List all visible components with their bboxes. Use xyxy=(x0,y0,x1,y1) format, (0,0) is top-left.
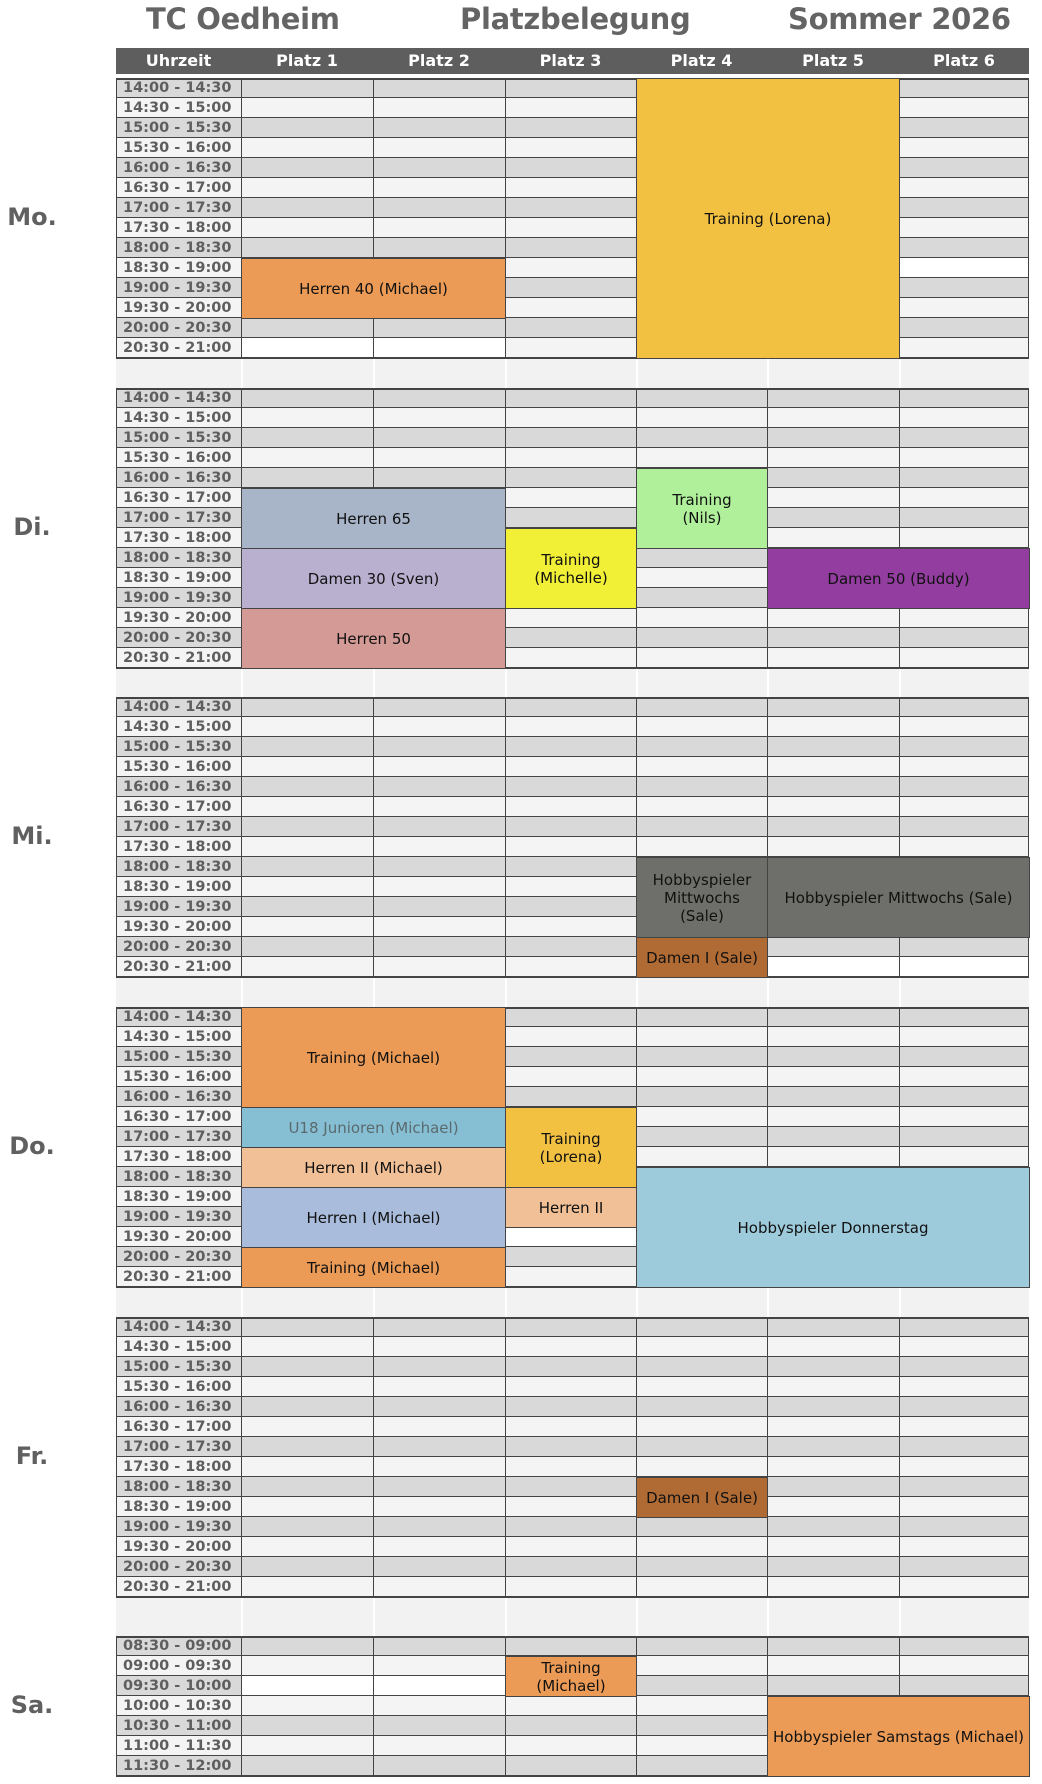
time-slot-label: 20:00 - 20:30 xyxy=(123,320,232,336)
time-slot-label: 15:00 - 15:30 xyxy=(123,120,232,136)
table-row xyxy=(116,1377,1029,1397)
table-row xyxy=(116,1477,1029,1497)
spacer-divider xyxy=(899,359,901,388)
section-spacer xyxy=(116,978,1029,1007)
booking-block[interactable] xyxy=(241,1107,506,1148)
booking-label-line: (Michael) xyxy=(536,1676,606,1695)
booking-label xyxy=(336,510,411,528)
row-divider xyxy=(116,1516,1029,1517)
column-header-time: Uhrzeit xyxy=(145,51,212,70)
table-row xyxy=(116,1317,1029,1337)
booking-label xyxy=(773,1728,1024,1746)
booking-block[interactable] xyxy=(241,548,506,609)
table-row xyxy=(116,388,1029,408)
time-slot-label: 18:30 - 19:00 xyxy=(123,570,232,586)
column-divider xyxy=(116,388,117,668)
column-header-court-6: Platz 6 xyxy=(933,51,995,70)
time-slot-label: 16:30 - 17:00 xyxy=(123,490,232,506)
spacer-divider xyxy=(767,1288,769,1317)
column-header-court-1: Platz 1 xyxy=(276,51,338,70)
time-slot-label: 14:30 - 15:00 xyxy=(123,1029,232,1045)
booking-label-line: Damen I (Sale) xyxy=(646,948,758,967)
time-slot-label: 20:30 - 21:00 xyxy=(123,959,232,975)
column-divider xyxy=(1028,1317,1029,1597)
time-slot-label: 16:00 - 16:30 xyxy=(123,1089,232,1105)
row-divider xyxy=(116,956,1029,957)
spacer-divider xyxy=(373,1288,375,1317)
booking-block[interactable] xyxy=(636,1167,1030,1288)
time-slot-label: 18:30 - 19:00 xyxy=(123,1189,232,1205)
booking-block[interactable] xyxy=(241,258,506,319)
time-slot-label: 20:00 - 20:30 xyxy=(123,939,232,955)
booking-label xyxy=(299,280,448,298)
spacer-divider xyxy=(767,669,769,697)
time-slot-label: 17:00 - 17:30 xyxy=(123,819,232,835)
time-slot-label: 17:00 - 17:30 xyxy=(123,1129,232,1145)
booking-label xyxy=(536,1659,605,1695)
section-spacer xyxy=(116,359,1029,388)
time-slot-label: 20:00 - 20:30 xyxy=(123,1249,232,1265)
row-divider xyxy=(116,1576,1029,1577)
row-divider xyxy=(116,447,1029,448)
free-cell xyxy=(899,957,1029,977)
booking-block[interactable] xyxy=(241,1187,506,1248)
page-title: Platzbelegung xyxy=(460,2,691,36)
column-divider xyxy=(373,697,374,977)
time-slot-label: 20:30 - 21:00 xyxy=(123,340,232,356)
time-slot-label: 16:00 - 16:30 xyxy=(123,160,232,176)
row-divider xyxy=(116,836,1029,837)
row-divider xyxy=(116,1396,1029,1397)
booking-label xyxy=(308,570,440,588)
time-slot-label: 16:00 - 16:30 xyxy=(123,470,232,486)
time-slot-label: 20:30 - 21:00 xyxy=(123,1269,232,1285)
booking-label xyxy=(307,1259,440,1277)
row-divider xyxy=(116,796,1029,797)
table-row xyxy=(116,817,1029,837)
free-cell xyxy=(373,1676,505,1696)
column-divider xyxy=(1028,388,1029,668)
booking-label xyxy=(304,1159,443,1177)
table-row xyxy=(116,1577,1029,1597)
booking-label-line: Hobbyspieler Donnerstag xyxy=(737,1218,929,1237)
table-row xyxy=(116,697,1029,717)
time-slot-label: 14:00 - 14:30 xyxy=(123,699,232,715)
day-label: Fr. xyxy=(15,1442,49,1470)
time-slot-label: 19:30 - 20:00 xyxy=(123,300,232,316)
time-slot-label: 18:30 - 19:00 xyxy=(123,1499,232,1515)
time-slot-label: 15:30 - 16:00 xyxy=(123,450,232,466)
row-divider xyxy=(116,736,1029,737)
section-spacer xyxy=(116,669,1029,697)
spacer-divider xyxy=(636,1288,638,1317)
booking-label xyxy=(646,949,758,967)
booking-label xyxy=(653,871,752,925)
spacer-divider xyxy=(505,978,507,1007)
row-divider xyxy=(116,1336,1029,1337)
booking-label-line: Damen 30 (Sven) xyxy=(307,569,440,588)
table-row xyxy=(116,1357,1029,1377)
booking-label-line: Training xyxy=(541,1658,601,1677)
time-slot-label: 17:30 - 18:00 xyxy=(123,220,232,236)
column-divider xyxy=(241,697,242,977)
table-row xyxy=(116,837,1029,857)
time-slot-label: 14:30 - 15:00 xyxy=(123,100,232,116)
table-row xyxy=(116,1557,1029,1577)
time-slot-label: 14:30 - 15:00 xyxy=(123,719,232,735)
column-header-row xyxy=(116,48,1029,74)
time-slot-label: 19:00 - 19:30 xyxy=(123,1209,232,1225)
booking-label-line: Herren II xyxy=(538,1198,604,1217)
row-divider xyxy=(116,697,1029,699)
booking-label-line: (Sale) xyxy=(680,906,724,925)
booking-label-line: Herren II (Michael) xyxy=(304,1158,443,1177)
booking-label-line: Training (Lorena) xyxy=(704,209,832,228)
time-slot-label: 09:30 - 10:00 xyxy=(123,1678,232,1694)
booking-label xyxy=(785,889,1013,907)
spacer-divider xyxy=(373,978,375,1007)
booking-label xyxy=(288,1119,458,1137)
booking-block[interactable] xyxy=(505,1107,637,1188)
time-slot-label: 17:00 - 17:30 xyxy=(123,200,232,216)
time-slot-label: 15:30 - 16:00 xyxy=(123,759,232,775)
table-row xyxy=(116,408,1029,428)
time-slot-label: 10:30 - 11:00 xyxy=(123,1718,232,1734)
column-divider xyxy=(241,1317,242,1597)
time-slot-label: 15:00 - 15:30 xyxy=(123,430,232,446)
table-row xyxy=(116,1417,1029,1437)
booking-block[interactable] xyxy=(636,857,768,938)
time-slot-label: 11:00 - 11:30 xyxy=(123,1738,232,1754)
booking-label-line: (Michelle) xyxy=(534,568,608,587)
time-slot-label: 16:30 - 17:00 xyxy=(123,1109,232,1125)
row-divider xyxy=(116,1376,1029,1377)
time-slot-label: 17:00 - 17:30 xyxy=(123,1439,232,1455)
column-divider xyxy=(116,78,117,358)
time-slot-label: 15:30 - 16:00 xyxy=(123,140,232,156)
time-slot-label: 20:30 - 21:00 xyxy=(123,650,232,666)
spacer-divider xyxy=(505,1288,507,1317)
booking-label-line: (Nils) xyxy=(682,508,722,527)
booking-label xyxy=(646,1489,758,1507)
time-slot-label: 08:30 - 09:00 xyxy=(123,1638,232,1654)
row-divider xyxy=(116,1436,1029,1437)
free-cell xyxy=(767,957,899,977)
booking-block[interactable] xyxy=(767,1696,1030,1777)
table-row xyxy=(116,448,1029,468)
column-divider xyxy=(116,1317,117,1597)
spacer-divider xyxy=(767,1598,769,1636)
booking-label-line: (Lorena) xyxy=(539,1147,603,1166)
booking-label-line: U18 Junioren (Michael) xyxy=(288,1118,459,1137)
booking-label xyxy=(672,491,731,527)
booking-block[interactable] xyxy=(636,1477,768,1518)
column-divider xyxy=(505,1317,506,1597)
time-slot-label: 18:30 - 19:00 xyxy=(123,260,232,276)
column-divider xyxy=(116,1636,117,1776)
booking-block[interactable] xyxy=(241,1147,506,1188)
row-divider xyxy=(116,467,1029,468)
section-spacer xyxy=(116,1288,1029,1317)
row-divider xyxy=(116,1416,1029,1417)
row-divider xyxy=(116,388,1029,390)
booking-label xyxy=(705,210,832,228)
spacer-divider xyxy=(899,1598,901,1636)
day-label: Di. xyxy=(13,513,51,541)
row-divider xyxy=(116,1356,1029,1357)
booking-block[interactable] xyxy=(636,468,768,549)
free-cell xyxy=(241,1676,373,1696)
time-slot-label: 19:00 - 19:30 xyxy=(123,590,232,606)
time-slot-label: 19:00 - 19:30 xyxy=(123,280,232,296)
booking-label xyxy=(307,1049,440,1067)
time-slot-label: 16:30 - 17:00 xyxy=(123,799,232,815)
spacer-divider xyxy=(767,978,769,1007)
spacer-divider xyxy=(505,669,507,697)
time-slot-label: 14:00 - 14:30 xyxy=(123,80,232,96)
section-spacer xyxy=(116,1598,1029,1636)
time-slot-label: 17:30 - 18:00 xyxy=(123,1149,232,1165)
row-divider xyxy=(116,427,1029,428)
spacer-divider xyxy=(505,359,507,388)
spacer-divider xyxy=(899,669,901,697)
free-cell xyxy=(373,338,505,358)
spacer-divider xyxy=(373,359,375,388)
spacer-divider xyxy=(241,359,243,388)
booking-block[interactable] xyxy=(241,608,506,669)
time-slot-label: 18:00 - 18:30 xyxy=(123,240,232,256)
column-divider xyxy=(636,1317,637,1597)
time-slot-label: 14:30 - 15:00 xyxy=(123,410,232,426)
row-divider xyxy=(116,816,1029,817)
booking-block[interactable] xyxy=(505,528,637,609)
time-slot-label: 19:30 - 20:00 xyxy=(123,610,232,626)
booking-label-line: Training xyxy=(541,1129,601,1148)
booking-block[interactable] xyxy=(241,488,506,549)
time-slot-label: 15:30 - 16:00 xyxy=(123,1379,232,1395)
time-slot-label: 16:30 - 17:00 xyxy=(123,1419,232,1435)
column-divider xyxy=(767,1317,768,1597)
booking-label-line: Herren 65 xyxy=(336,509,411,528)
spacer-divider xyxy=(899,1288,901,1317)
booking-label xyxy=(540,1130,603,1166)
time-slot-label: 16:00 - 16:30 xyxy=(123,1399,232,1415)
booking-label-line: Herren 40 (Michael) xyxy=(299,279,448,298)
booking-label-line: Hobbyspieler Samstags (Michael) xyxy=(773,1727,1024,1746)
spacer-divider xyxy=(636,359,638,388)
day-label: Mo. xyxy=(7,203,57,231)
spacer-divider xyxy=(241,1598,243,1636)
booking-block[interactable] xyxy=(505,1187,637,1228)
booking-label xyxy=(738,1219,929,1237)
time-slot-label: 18:00 - 18:30 xyxy=(123,859,232,875)
free-cell xyxy=(241,338,373,358)
time-slot-label: 14:30 - 15:00 xyxy=(123,1339,232,1355)
spacer-divider xyxy=(767,359,769,388)
time-slot-label: 15:00 - 15:30 xyxy=(123,739,232,755)
booking-label xyxy=(534,551,607,587)
spacer-divider xyxy=(636,1598,638,1636)
time-slot-label: 18:00 - 18:30 xyxy=(123,1479,232,1495)
booking-block[interactable] xyxy=(636,78,900,359)
time-slot-label: 17:00 - 17:30 xyxy=(123,510,232,526)
row-divider xyxy=(116,716,1029,717)
table-row xyxy=(116,717,1029,737)
time-slot-label: 15:00 - 15:30 xyxy=(123,1049,232,1065)
table-row xyxy=(116,1537,1029,1557)
row-divider xyxy=(116,1496,1029,1497)
time-slot-label: 19:00 - 19:30 xyxy=(123,899,232,915)
time-slot-label: 19:30 - 20:00 xyxy=(123,919,232,935)
booking-block[interactable] xyxy=(636,937,768,978)
day-label: Mi. xyxy=(11,822,53,850)
row-divider xyxy=(116,1456,1029,1457)
column-divider xyxy=(899,1317,900,1597)
time-slot-label: 19:30 - 20:00 xyxy=(123,1229,232,1245)
spacer-divider xyxy=(241,1288,243,1317)
booking-label xyxy=(539,1199,604,1217)
time-slot-label: 18:00 - 18:30 xyxy=(123,1169,232,1185)
time-slot-label: 18:30 - 19:00 xyxy=(123,879,232,895)
spacer-divider xyxy=(373,669,375,697)
spacer-divider xyxy=(241,978,243,1007)
column-header-court-3: Platz 3 xyxy=(539,51,602,70)
booking-label-line: Damen 50 (Buddy) xyxy=(827,569,970,588)
table-row xyxy=(116,468,1029,488)
table-row xyxy=(116,797,1029,817)
column-divider xyxy=(241,1636,242,1776)
booking-label-line: Herren I (Michael) xyxy=(306,1208,441,1227)
column-divider xyxy=(899,388,900,668)
booking-label-line: Damen I (Sale) xyxy=(646,1488,758,1507)
row-divider xyxy=(116,1317,1029,1319)
club-name: TC Oedheim xyxy=(146,2,340,36)
table-row xyxy=(116,777,1029,797)
time-slot-label: 15:00 - 15:30 xyxy=(123,1359,232,1375)
time-slot-label: 14:00 - 14:30 xyxy=(123,1009,232,1025)
table-row xyxy=(116,1497,1029,1517)
time-slot-label: 17:30 - 18:00 xyxy=(123,1459,232,1475)
booking-label xyxy=(306,1209,440,1227)
column-divider xyxy=(373,1636,374,1776)
free-cell xyxy=(899,258,1029,278)
time-slot-label: 20:00 - 20:30 xyxy=(123,630,232,646)
time-slot-label: 19:00 - 19:30 xyxy=(123,1519,232,1535)
spacer-divider xyxy=(899,978,901,1007)
booking-label-line: Training (Michael) xyxy=(306,1048,441,1067)
time-slot-label: 14:00 - 14:30 xyxy=(123,390,232,406)
day-label: Sa. xyxy=(10,1691,54,1719)
booking-block[interactable] xyxy=(767,548,1030,609)
booking-block[interactable] xyxy=(241,1007,506,1108)
booking-label-line: Mittwochs xyxy=(664,888,740,907)
row-divider xyxy=(116,756,1029,757)
booking-block[interactable] xyxy=(505,1656,637,1697)
time-slot-label: 17:30 - 18:00 xyxy=(123,530,232,546)
time-slot-label: 17:30 - 18:00 xyxy=(123,839,232,855)
time-slot-label: 20:30 - 21:00 xyxy=(123,1579,232,1595)
time-slot-label: 16:00 - 16:30 xyxy=(123,779,232,795)
booking-label-line: Herren 50 xyxy=(336,629,411,648)
table-row xyxy=(116,757,1029,777)
row-divider xyxy=(116,1476,1029,1477)
time-slot-label: 11:30 - 12:00 xyxy=(123,1758,232,1774)
row-divider xyxy=(116,1536,1029,1537)
column-header-court-2: Platz 2 xyxy=(408,51,470,70)
time-slot-label: 19:30 - 20:00 xyxy=(123,1539,232,1555)
column-divider xyxy=(1028,78,1029,358)
table-row xyxy=(116,937,1029,957)
booking-block[interactable] xyxy=(767,857,1030,938)
time-slot-label: 09:00 - 09:30 xyxy=(123,1658,232,1674)
row-divider xyxy=(116,407,1029,408)
column-divider xyxy=(116,697,117,977)
spacer-divider xyxy=(241,669,243,697)
time-slot-label: 15:30 - 16:00 xyxy=(123,1069,232,1085)
table-row xyxy=(116,1457,1029,1477)
column-divider xyxy=(505,697,506,977)
booking-label xyxy=(336,630,411,648)
row-divider xyxy=(116,776,1029,777)
time-slot-label: 14:00 - 14:30 xyxy=(123,1319,232,1335)
row-divider xyxy=(116,1636,1029,1638)
time-slot-label: 20:00 - 20:30 xyxy=(123,1559,232,1575)
column-header-court-4: Platz 4 xyxy=(670,51,733,70)
booking-label-line: Training xyxy=(541,550,601,569)
spacer-divider xyxy=(505,1598,507,1636)
row-divider xyxy=(116,1556,1029,1557)
column-divider xyxy=(116,1007,117,1287)
table-row xyxy=(116,1636,1029,1656)
time-slot-label: 18:00 - 18:30 xyxy=(123,550,232,566)
table-row xyxy=(116,428,1029,448)
booking-block[interactable] xyxy=(241,1247,506,1288)
column-divider xyxy=(373,1317,374,1597)
spacer-divider xyxy=(636,669,638,697)
booking-label-line: Training xyxy=(672,490,732,509)
spacer-divider xyxy=(373,1598,375,1636)
table-row xyxy=(116,737,1029,757)
column-header-court-5: Platz 5 xyxy=(802,51,864,70)
table-row xyxy=(116,1337,1029,1357)
day-label: Do. xyxy=(9,1132,55,1160)
booking-label-line: Hobbyspieler Mittwochs (Sale) xyxy=(784,888,1013,907)
table-row xyxy=(116,1437,1029,1457)
time-slot-label: 16:30 - 17:00 xyxy=(123,180,232,196)
booking-label-line: Hobbyspieler xyxy=(652,870,752,889)
time-slot-label: 10:00 - 10:30 xyxy=(123,1698,232,1714)
spacer-divider xyxy=(636,978,638,1007)
table-row xyxy=(116,1397,1029,1417)
table-row xyxy=(116,1517,1029,1537)
booking-label-line: Training (Michael) xyxy=(306,1258,441,1277)
booking-label xyxy=(827,570,969,588)
season-label: Sommer 2026 xyxy=(788,2,1011,36)
free-cell xyxy=(505,1227,636,1247)
